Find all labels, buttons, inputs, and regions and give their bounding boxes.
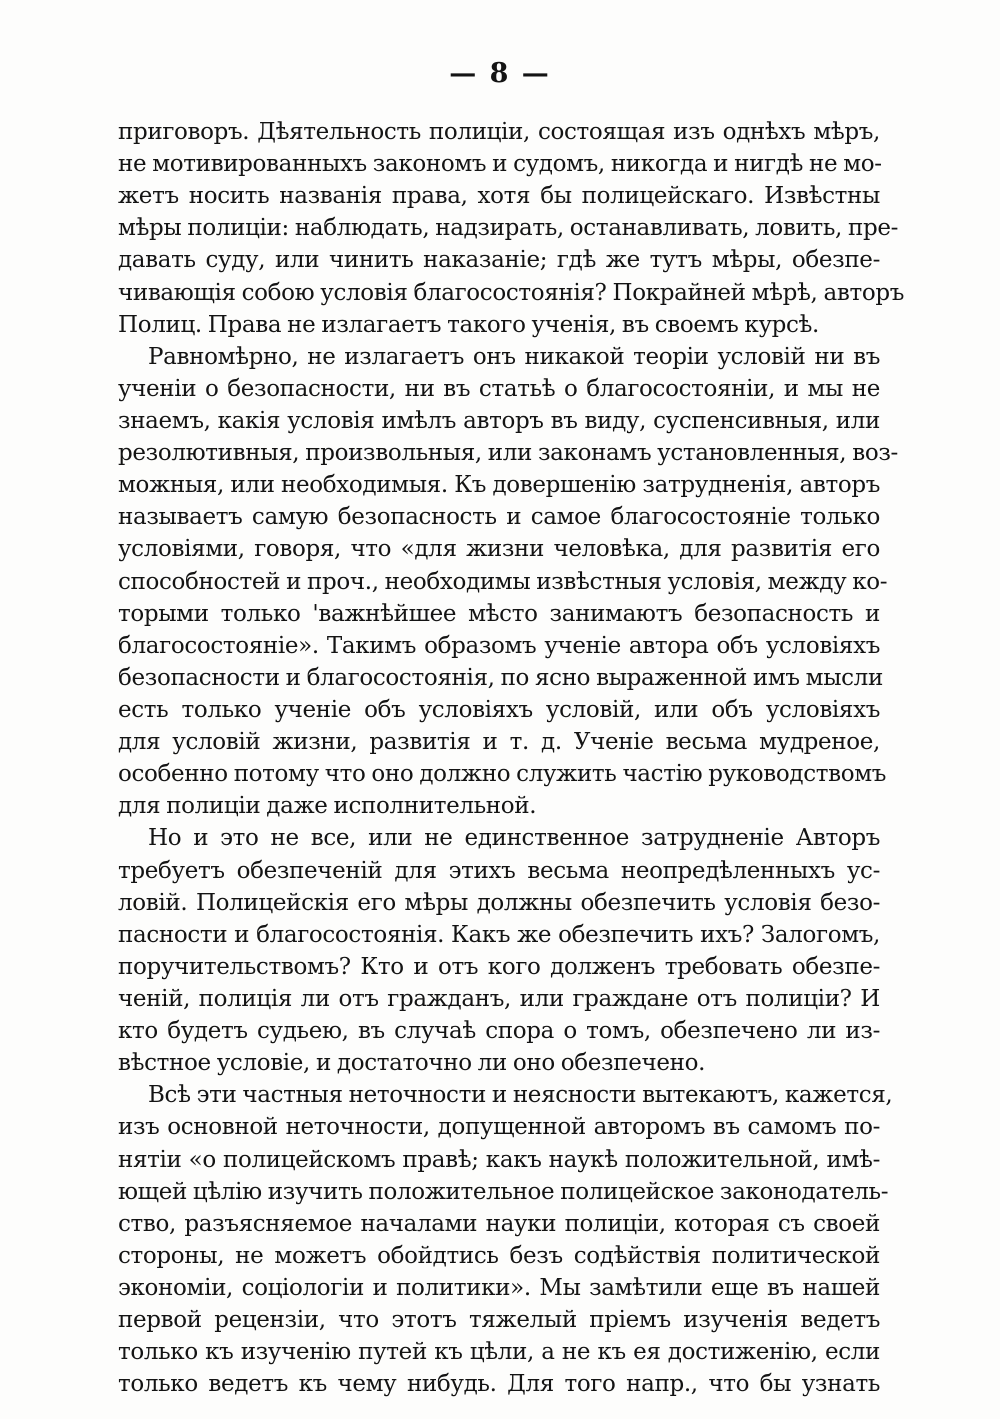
text-line: кто будетъ судьею, въ случаѣ спора о томъ, обезпечено ли из-	[118, 1018, 880, 1045]
text-line: благосостояніе». Такимъ образомъ ученіе автора объ условіяхъ	[118, 632, 880, 659]
text-line: только ведетъ къ чему нибудь. Для того напр., что бы узнать	[118, 1371, 880, 1398]
text-line: знаемъ, какія условія имѣлъ авторъ въ виду, суспенсивныя, или	[118, 407, 880, 434]
paragraph-first-line: Но и это не все, или не единственное затрудненіе Авторъ	[148, 825, 880, 852]
text-line: для полиціи даже исполнительной.	[118, 793, 537, 820]
text-line: ловій. Полицейскія его мѣры должны обезпечить условія безо-	[118, 889, 880, 916]
text-line: есть только ученіе объ условіяхъ условій, или объ условіяхъ	[118, 696, 880, 723]
text-line: приговоръ. Дѣятельность полиціи, состоящая изъ однѣхъ мѣръ,	[118, 119, 880, 145]
paragraph-first-line: Равномѣрно, не излагаетъ онъ никакой теоріи условій ни въ	[148, 343, 880, 370]
text-line: мѣры полиціи: наблюдать, надзирать, останавливать, ловить, пре-	[118, 215, 899, 242]
text-line: нятіи «о полицейскомъ правѣ; какъ наукѣ положительной, имѣ-	[118, 1146, 880, 1173]
text-line: ченій, полиція ли отъ гражданъ, или граждане отъ полиціи? И	[118, 985, 880, 1012]
text-line: вѣстное условіе, и достаточно ли оно обезпечено.	[118, 1050, 706, 1077]
text-line: ющей цѣлію изучить положительное полицейское законодатель-	[118, 1178, 889, 1205]
text-line: можныя, или необходимыя. Къ довершенію затрудненія, авторъ	[118, 472, 880, 499]
text-line: чивающія собою условія благосостоянія? Покрайней мѣрѣ, авторъ	[118, 279, 904, 306]
text-line: не мотивированныхъ закономъ и судомъ, никогда и нигдѣ не мо-	[118, 151, 882, 178]
text-line: жетъ носить названія права, хотя бы полицейскаго. Извѣстны	[118, 183, 880, 210]
text-line: требуетъ обезпеченій для этихъ весьма неопредѣленныхъ ус-	[118, 857, 880, 884]
text-line: для условій жизни, развитія и т. д. Ученіе весьма мудреное,	[118, 729, 880, 756]
text-line: Полиц. Права не излагаетъ такого ученія, въ своемъ курсѣ.	[118, 311, 820, 338]
text-line: стороны, не можетъ обойдтись безъ содѣйствія политической	[118, 1242, 880, 1269]
paragraph-first-line: Всѣ эти частныя неточности и неясности вытекаютъ, кажется,	[148, 1082, 893, 1109]
text-line: пасности и благосостоянія. Какъ же обезпечить ихъ? Залогомъ,	[118, 921, 880, 948]
page-number: — 8 —	[449, 58, 551, 89]
text-line: особенно потому что оно должно служить частію руководствомъ	[118, 761, 887, 788]
text-line: экономіи, соціологіи и политики». Мы замѣтили еще въ нашей	[118, 1274, 880, 1301]
text-line: способностей и проч., необходимы извѣстныя условія, между ко-	[118, 568, 888, 595]
text-line: только къ изученію путей къ цѣли, а не къ ея достиженію, если	[118, 1339, 880, 1366]
text-line: называетъ самую безопасность и самое благосостояніе только	[118, 504, 880, 531]
text-line: давать суду, или чинить наказаніе; гдѣ же тутъ мѣры, обезпе-	[118, 247, 880, 274]
text-line: ство, разъясняемое началами науки полиціи, которая съ своей	[118, 1210, 880, 1237]
text-line: поручительствомъ? Кто и отъ кого долженъ требовать обезпе-	[118, 953, 880, 980]
text-line: первой рецензіи, что этотъ тяжелый пріемъ изученія ведетъ	[118, 1307, 880, 1334]
text-line: ученіи о безопасности, ни въ статьѣ о благосостояніи, и мы не	[118, 375, 880, 402]
text-line: изъ основной неточности, допущенной авторомъ въ самомъ по-	[118, 1114, 880, 1141]
text-line: резолютивныя, произвольныя, или законамъ установленныя, воз-	[118, 440, 898, 467]
body-text	[118, 116, 904, 1400]
text-line: безопасности и благосостоянія, по ясно выраженной имъ мысли	[118, 664, 883, 691]
text-line: торыми только 'важнѣйшее мѣсто занимаютъ безопасность и	[118, 600, 880, 627]
text-line: условіями, говоря, что «для жизни человѣка, для развитія его	[118, 536, 880, 563]
